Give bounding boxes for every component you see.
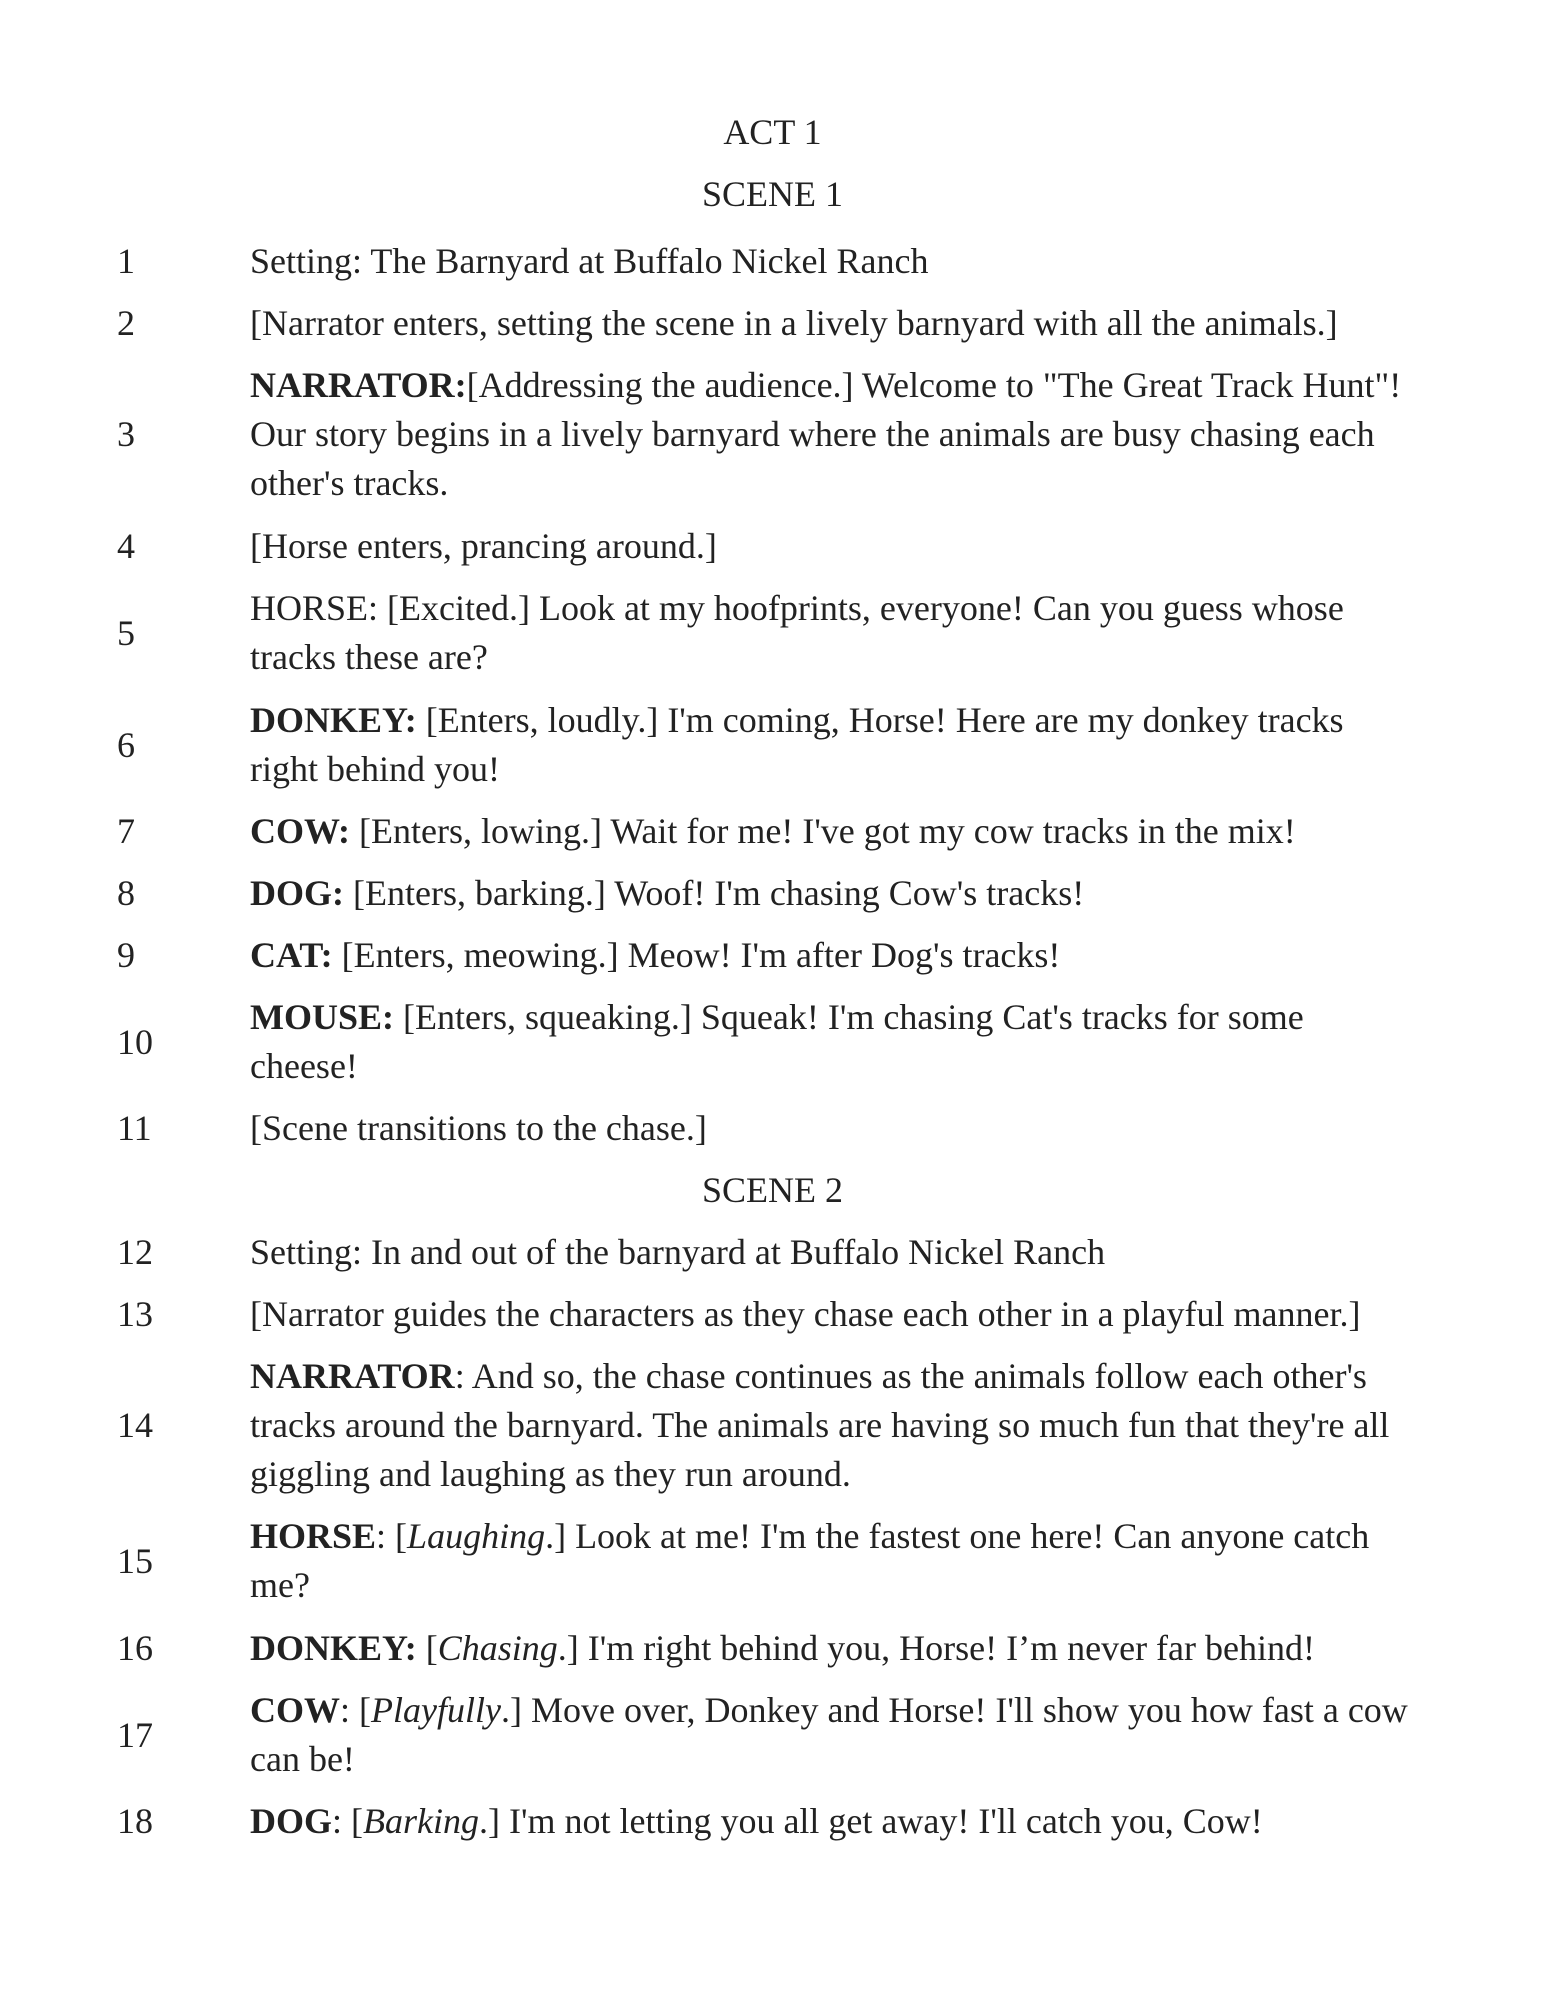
speaker-name: HORSE	[250, 1516, 377, 1556]
stage-direction: Barking	[363, 1801, 479, 1841]
line-number: 12	[117, 1232, 153, 1272]
line-number: 6	[117, 725, 135, 765]
line-text: [Narrator enters, setting the scene in a lively barnyard with all the animals.]	[250, 303, 1338, 343]
speaker-name: DOG:	[250, 873, 344, 913]
line-text: DOG: [Enters, barking.] Woof! I'm chasing Cow's tracks!	[250, 873, 1085, 913]
line-text: COW: [Enters, lowing.] Wait for me! I've got my cow tracks in the mix!	[250, 811, 1296, 851]
line-text: NARRATOR: And so, the chase continues as the animals follow each other's tracks around the barnyard. The animals are having so much fun that they're all giggling and laughing as they run around.	[250, 1356, 1390, 1494]
line-number: 5	[117, 613, 135, 653]
line-number: 13	[117, 1294, 153, 1334]
line-text: HORSE: [Laughing.] Look at me! I'm the fastest one here! Can anyone catch me?	[250, 1516, 1370, 1605]
line-number: 1	[117, 241, 135, 281]
line-number: 9	[117, 935, 135, 975]
line-text: DONKEY: [Chasing.] I'm right behind you, Horse! I’m never far behind!	[250, 1628, 1315, 1668]
line-number: 11	[117, 1108, 152, 1148]
stage-direction: Chasing	[437, 1628, 558, 1668]
line-number: 14	[117, 1405, 153, 1445]
line-text: [Scene transitions to the chase.]	[250, 1108, 707, 1148]
line-text: [Narrator guides the characters as they chase each other in a playful manner.]	[250, 1294, 1361, 1334]
line-number: 15	[117, 1541, 153, 1581]
speaker-name: DONKEY:	[250, 700, 417, 740]
speaker-name: DONKEY:	[250, 1628, 417, 1668]
speaker-name: NARRATOR	[250, 1356, 455, 1396]
scene-1-heading: SCENE 1	[701, 174, 843, 214]
line-number: 2	[117, 303, 135, 343]
line-text: MOUSE: [Enters, squeaking.] Squeak! I'm chasing Cat's tracks for some cheese!	[250, 997, 1304, 1086]
line-number: 18	[117, 1801, 153, 1841]
line-number: 16	[117, 1628, 153, 1668]
line-text: Setting: In and out of the barnyard at Buffalo Nickel Ranch	[250, 1232, 1106, 1272]
speaker-name: CAT:	[250, 935, 333, 975]
line-text: CAT: [Enters, meowing.] Meow! I'm after Dog's tracks!	[250, 935, 1061, 975]
line-text: NARRATOR:[Addressing the audience.] Welcome to "The Great Track Hunt"! Our story begins in a lively barnyard where the animals are busy chasing each other's tracks.	[250, 365, 1402, 503]
line-number: 8	[117, 873, 135, 913]
speaker-name: COW:	[250, 811, 351, 851]
speaker-name: MOUSE:	[250, 997, 394, 1037]
line-number: 17	[117, 1715, 153, 1755]
speaker-name: COW	[250, 1690, 340, 1730]
line-number: 7	[117, 811, 135, 851]
line-text: HORSE: [Excited.] Look at my hoofprints, everyone! Can you guess whose tracks these are?	[250, 588, 1344, 677]
line-number: 3	[117, 414, 135, 454]
line-text: COW: [Playfully.] Move over, Donkey and Horse! I'll show you how fast a cow can be!	[250, 1690, 1408, 1779]
line-number: 4	[117, 526, 135, 566]
speaker-name: NARRATOR:	[250, 365, 467, 405]
stage-direction: Laughing	[407, 1516, 546, 1556]
scene-2-heading: SCENE 2	[701, 1170, 843, 1210]
speaker-name: DOG	[250, 1801, 333, 1841]
line-number: 10	[117, 1022, 153, 1062]
line-text: DOG: [Barking.] I'm not letting you all get away! I'll catch you, Cow!	[250, 1801, 1263, 1841]
line-text: [Horse enters, prancing around.]	[250, 526, 717, 566]
act-title: ACT 1	[723, 112, 822, 152]
stage-direction: Playfully	[371, 1690, 501, 1730]
line-text: DONKEY: [Enters, loudly.] I'm coming, Horse! Here are my donkey tracks right behind you!	[250, 700, 1344, 789]
line-text: Setting: The Barnyard at Buffalo Nickel Ranch	[250, 241, 929, 281]
